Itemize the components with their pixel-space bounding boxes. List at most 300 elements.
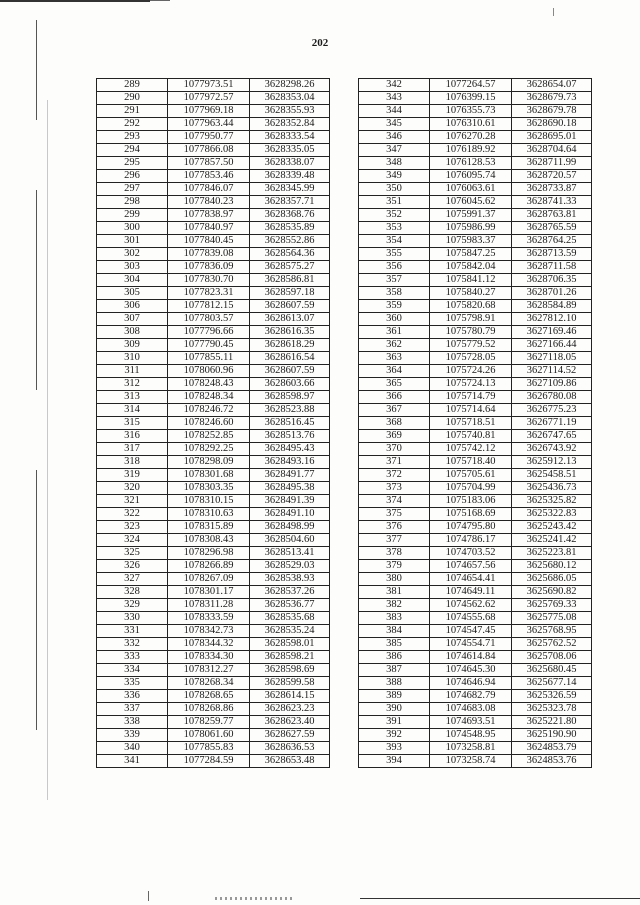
y-coordinate-cell: 3628713.59 (512, 248, 592, 261)
x-coordinate-cell: 1078342.73 (168, 625, 250, 638)
table-row (359, 417, 592, 430)
point-number-cell: 346 (359, 131, 430, 144)
scan-edge-mark (360, 898, 640, 899)
table-row (359, 391, 592, 404)
x-coordinate-cell: 1075780.79 (430, 326, 512, 339)
table-row (359, 430, 592, 443)
table-row (97, 339, 330, 352)
y-coordinate-cell: 3628491.77 (250, 469, 330, 482)
x-coordinate-cell: 1076355.73 (430, 105, 512, 118)
table-row (359, 547, 592, 560)
point-number-cell: 348 (359, 157, 430, 170)
table-row (359, 79, 592, 92)
x-coordinate-cell: 1078301.68 (168, 469, 250, 482)
table-row (97, 404, 330, 417)
y-coordinate-cell: 3628599.58 (250, 677, 330, 690)
point-number-cell: 344 (359, 105, 430, 118)
y-coordinate-cell: 3628598.97 (250, 391, 330, 404)
table-row (359, 742, 592, 755)
x-coordinate-cell: 1078311.28 (168, 599, 250, 612)
table-row (359, 235, 592, 248)
y-coordinate-cell: 3628627.59 (250, 729, 330, 742)
table-row (97, 651, 330, 664)
point-number-cell: 325 (97, 547, 168, 560)
point-number-cell: 308 (97, 326, 168, 339)
x-coordinate-cell: 1077840.97 (168, 222, 250, 235)
point-number-cell: 333 (97, 651, 168, 664)
point-number-cell: 326 (97, 560, 168, 573)
table-row (97, 209, 330, 222)
x-coordinate-cell: 1078301.17 (168, 586, 250, 599)
table-row (97, 703, 330, 716)
table-row (359, 92, 592, 105)
table-row (359, 625, 592, 638)
y-coordinate-cell: 3628335.05 (250, 144, 330, 157)
y-coordinate-cell: 3628618.29 (250, 339, 330, 352)
point-number-cell: 318 (97, 456, 168, 469)
x-coordinate-cell: 1077973.51 (168, 79, 250, 92)
x-coordinate-cell: 1074555.68 (430, 612, 512, 625)
table-row (359, 404, 592, 417)
table-row (97, 599, 330, 612)
x-coordinate-cell: 1078267.09 (168, 573, 250, 586)
y-coordinate-cell: 3625686.05 (512, 573, 592, 586)
y-coordinate-cell: 3628614.15 (250, 690, 330, 703)
coordinate-table-left (96, 78, 330, 768)
point-number-cell: 301 (97, 235, 168, 248)
y-coordinate-cell: 3628603.66 (250, 378, 330, 391)
x-coordinate-cell: 1078310.63 (168, 508, 250, 521)
point-number-cell: 294 (97, 144, 168, 157)
table-row (97, 300, 330, 313)
x-coordinate-cell: 1077857.50 (168, 157, 250, 170)
table-row (97, 248, 330, 261)
x-coordinate-cell: 1075842.04 (430, 261, 512, 274)
table-row (97, 625, 330, 638)
point-number-cell: 320 (97, 482, 168, 495)
y-coordinate-cell: 3628355.93 (250, 105, 330, 118)
point-number-cell: 390 (359, 703, 430, 716)
y-coordinate-cell: 3625326.59 (512, 690, 592, 703)
y-coordinate-cell: 3628495.43 (250, 443, 330, 456)
y-coordinate-cell: 3628498.99 (250, 521, 330, 534)
point-number-cell: 292 (97, 118, 168, 131)
x-coordinate-cell: 1075714.64 (430, 404, 512, 417)
table-row (359, 482, 592, 495)
x-coordinate-cell: 1076270.28 (430, 131, 512, 144)
y-coordinate-cell: 3628613.07 (250, 313, 330, 326)
point-number-cell: 324 (97, 534, 168, 547)
x-coordinate-cell: 1074795.80 (430, 521, 512, 534)
x-coordinate-cell: 1074657.56 (430, 560, 512, 573)
x-coordinate-cell: 1077840.45 (168, 235, 250, 248)
y-coordinate-cell: 3627812.10 (512, 313, 592, 326)
table-row (359, 599, 592, 612)
point-number-cell: 330 (97, 612, 168, 625)
point-number-cell: 351 (359, 196, 430, 209)
y-coordinate-cell: 3628616.35 (250, 326, 330, 339)
point-number-cell: 362 (359, 339, 430, 352)
y-coordinate-cell: 3626775.23 (512, 404, 592, 417)
point-number-cell: 307 (97, 313, 168, 326)
table-row (359, 300, 592, 313)
y-coordinate-cell: 3625458.51 (512, 469, 592, 482)
table-row (359, 560, 592, 573)
table-row (97, 716, 330, 729)
table-row (97, 313, 330, 326)
table-row (97, 456, 330, 469)
y-coordinate-cell: 3628495.38 (250, 482, 330, 495)
x-coordinate-cell: 1074683.08 (430, 703, 512, 716)
table-row (359, 586, 592, 599)
x-coordinate-cell: 1073258.74 (430, 755, 512, 768)
table-row (97, 105, 330, 118)
y-coordinate-cell: 3625690.82 (512, 586, 592, 599)
coordinate-table-right (358, 78, 592, 768)
x-coordinate-cell: 1075991.37 (430, 209, 512, 222)
y-coordinate-cell: 3628339.48 (250, 170, 330, 183)
x-coordinate-cell: 1075724.13 (430, 378, 512, 391)
table-row (359, 521, 592, 534)
point-number-cell: 356 (359, 261, 430, 274)
point-number-cell: 336 (97, 690, 168, 703)
x-coordinate-cell: 1074786.17 (430, 534, 512, 547)
table-row (97, 430, 330, 443)
x-coordinate-cell: 1078308.43 (168, 534, 250, 547)
point-number-cell: 298 (97, 196, 168, 209)
y-coordinate-cell: 3625325.82 (512, 495, 592, 508)
x-coordinate-cell: 1077963.44 (168, 118, 250, 131)
x-coordinate-cell: 1074614.84 (430, 651, 512, 664)
point-number-cell: 332 (97, 638, 168, 651)
point-number-cell: 367 (359, 404, 430, 417)
table-row (97, 586, 330, 599)
y-coordinate-cell: 3627118.05 (512, 352, 592, 365)
table-row (97, 92, 330, 105)
table-row (359, 716, 592, 729)
y-coordinate-cell: 3628607.59 (250, 300, 330, 313)
y-coordinate-cell: 3628538.93 (250, 573, 330, 586)
y-coordinate-cell: 3628586.81 (250, 274, 330, 287)
x-coordinate-cell: 1078298.09 (168, 456, 250, 469)
table-row (359, 313, 592, 326)
y-coordinate-cell: 3628623.23 (250, 703, 330, 716)
x-coordinate-cell: 1075728.05 (430, 352, 512, 365)
table-row (359, 105, 592, 118)
point-number-cell: 392 (359, 729, 430, 742)
x-coordinate-cell: 1077823.31 (168, 287, 250, 300)
table-row (359, 170, 592, 183)
y-coordinate-cell: 3628690.18 (512, 118, 592, 131)
point-number-cell: 310 (97, 352, 168, 365)
y-coordinate-cell: 3628654.07 (512, 79, 592, 92)
y-coordinate-cell: 3628298.26 (250, 79, 330, 92)
table-row (359, 209, 592, 222)
x-coordinate-cell: 1077840.23 (168, 196, 250, 209)
y-coordinate-cell: 3628575.27 (250, 261, 330, 274)
x-coordinate-cell: 1075705.61 (430, 469, 512, 482)
x-coordinate-cell: 1078246.72 (168, 404, 250, 417)
x-coordinate-cell: 1075740.81 (430, 430, 512, 443)
x-coordinate-cell: 1074547.45 (430, 625, 512, 638)
point-number-cell: 317 (97, 443, 168, 456)
table-row (359, 157, 592, 170)
table-row (97, 612, 330, 625)
y-coordinate-cell: 3628720.57 (512, 170, 592, 183)
y-coordinate-cell: 3628491.39 (250, 495, 330, 508)
x-coordinate-cell: 1077950.77 (168, 131, 250, 144)
table-row (359, 469, 592, 482)
point-number-cell: 377 (359, 534, 430, 547)
x-coordinate-cell: 1077866.08 (168, 144, 250, 157)
x-coordinate-cell: 1075704.99 (430, 482, 512, 495)
y-coordinate-cell: 3628513.41 (250, 547, 330, 560)
y-coordinate-cell: 3628733.87 (512, 183, 592, 196)
y-coordinate-cell: 3625768.95 (512, 625, 592, 638)
x-coordinate-cell: 1077972.57 (168, 92, 250, 105)
point-number-cell: 338 (97, 716, 168, 729)
y-coordinate-cell: 3628704.64 (512, 144, 592, 157)
point-number-cell: 340 (97, 742, 168, 755)
y-coordinate-cell: 3625769.33 (512, 599, 592, 612)
y-coordinate-cell: 3628679.73 (512, 92, 592, 105)
scan-tick-mark (553, 8, 554, 16)
x-coordinate-cell: 1075779.52 (430, 339, 512, 352)
table-row (359, 703, 592, 716)
point-number-cell: 386 (359, 651, 430, 664)
table-row (97, 79, 330, 92)
table-row (97, 222, 330, 235)
x-coordinate-cell: 1078252.85 (168, 430, 250, 443)
table-row (97, 690, 330, 703)
table-row (97, 235, 330, 248)
x-coordinate-cell: 1077846.07 (168, 183, 250, 196)
x-coordinate-cell: 1075168.69 (430, 508, 512, 521)
point-number-cell: 343 (359, 92, 430, 105)
y-coordinate-cell: 3628368.76 (250, 209, 330, 222)
x-coordinate-cell: 1078268.86 (168, 703, 250, 716)
point-number-cell: 289 (97, 79, 168, 92)
table-row (359, 378, 592, 391)
table-row (359, 196, 592, 209)
table-row (97, 118, 330, 131)
y-coordinate-cell: 3628353.04 (250, 92, 330, 105)
x-coordinate-cell: 1077853.46 (168, 170, 250, 183)
point-number-cell: 359 (359, 300, 430, 313)
table-row (97, 508, 330, 521)
x-coordinate-cell: 1078268.34 (168, 677, 250, 690)
x-coordinate-cell: 1078268.65 (168, 690, 250, 703)
point-number-cell: 368 (359, 417, 430, 430)
y-coordinate-cell: 3626743.92 (512, 443, 592, 456)
point-number-cell: 313 (97, 391, 168, 404)
y-coordinate-cell: 3628345.99 (250, 183, 330, 196)
x-coordinate-cell: 1078248.43 (168, 378, 250, 391)
x-coordinate-cell: 1078266.89 (168, 560, 250, 573)
y-coordinate-cell: 3628598.69 (250, 664, 330, 677)
x-coordinate-cell: 1074562.62 (430, 599, 512, 612)
x-coordinate-cell: 1078344.32 (168, 638, 250, 651)
point-number-cell: 371 (359, 456, 430, 469)
point-number-cell: 383 (359, 612, 430, 625)
point-number-cell: 353 (359, 222, 430, 235)
point-number-cell: 299 (97, 209, 168, 222)
table-row (97, 287, 330, 300)
x-coordinate-cell: 1075847.25 (430, 248, 512, 261)
x-coordinate-cell: 1077830.70 (168, 274, 250, 287)
table-row (97, 664, 330, 677)
page-number: 202 (311, 37, 329, 49)
table-row (359, 287, 592, 300)
y-coordinate-cell: 3628616.54 (250, 352, 330, 365)
table-row (97, 534, 330, 547)
x-coordinate-cell: 1075714.79 (430, 391, 512, 404)
x-coordinate-cell: 1075840.27 (430, 287, 512, 300)
table-row (97, 391, 330, 404)
point-number-cell: 373 (359, 482, 430, 495)
y-coordinate-cell: 3628523.88 (250, 404, 330, 417)
point-number-cell: 364 (359, 365, 430, 378)
x-coordinate-cell: 1078246.60 (168, 417, 250, 430)
table-row (97, 469, 330, 482)
y-coordinate-cell: 3628701.26 (512, 287, 592, 300)
x-coordinate-cell: 1074548.95 (430, 729, 512, 742)
point-number-cell: 306 (97, 300, 168, 313)
x-coordinate-cell: 1077790.45 (168, 339, 250, 352)
y-coordinate-cell: 3624853.76 (512, 755, 592, 768)
table-row (359, 365, 592, 378)
scan-edge-mark (150, 0, 170, 1)
point-number-cell: 380 (359, 573, 430, 586)
x-coordinate-cell: 1078259.77 (168, 716, 250, 729)
x-coordinate-cell: 1078333.59 (168, 612, 250, 625)
table-row (359, 755, 592, 768)
point-number-cell: 363 (359, 352, 430, 365)
point-number-cell: 369 (359, 430, 430, 443)
x-coordinate-cell: 1077855.83 (168, 742, 250, 755)
point-number-cell: 339 (97, 729, 168, 742)
x-coordinate-cell: 1075718.40 (430, 456, 512, 469)
table-row (97, 352, 330, 365)
point-number-cell: 384 (359, 625, 430, 638)
point-number-cell: 366 (359, 391, 430, 404)
table-row (359, 183, 592, 196)
point-number-cell: 370 (359, 443, 430, 456)
x-coordinate-cell: 1078315.89 (168, 521, 250, 534)
y-coordinate-cell: 3628623.40 (250, 716, 330, 729)
point-number-cell: 381 (359, 586, 430, 599)
y-coordinate-cell: 3628564.36 (250, 248, 330, 261)
table-row (97, 378, 330, 391)
y-coordinate-cell: 3627114.52 (512, 365, 592, 378)
y-coordinate-cell: 3628552.86 (250, 235, 330, 248)
scan-edge-mark (0, 0, 150, 2)
x-coordinate-cell: 1077812.15 (168, 300, 250, 313)
table-row (359, 144, 592, 157)
y-coordinate-cell: 3625190.90 (512, 729, 592, 742)
point-number-cell: 309 (97, 339, 168, 352)
x-coordinate-cell: 1076128.53 (430, 157, 512, 170)
x-coordinate-cell: 1075183.06 (430, 495, 512, 508)
y-coordinate-cell: 3628741.33 (512, 196, 592, 209)
point-number-cell: 334 (97, 664, 168, 677)
point-number-cell: 337 (97, 703, 168, 716)
point-number-cell: 358 (359, 287, 430, 300)
table-row (97, 560, 330, 573)
table-row (97, 547, 330, 560)
x-coordinate-cell: 1076189.92 (430, 144, 512, 157)
x-coordinate-cell: 1075841.12 (430, 274, 512, 287)
point-number-cell: 391 (359, 716, 430, 729)
table-row (97, 157, 330, 170)
table-row (359, 222, 592, 235)
point-number-cell: 376 (359, 521, 430, 534)
x-coordinate-cell: 1077284.59 (168, 755, 250, 768)
point-number-cell: 372 (359, 469, 430, 482)
point-number-cell: 394 (359, 755, 430, 768)
x-coordinate-cell: 1078334.30 (168, 651, 250, 664)
y-coordinate-cell: 3626747.65 (512, 430, 592, 443)
table-row (97, 183, 330, 196)
y-coordinate-cell: 3628598.21 (250, 651, 330, 664)
point-number-cell: 303 (97, 261, 168, 274)
x-coordinate-cell: 1074649.11 (430, 586, 512, 599)
table-row (359, 534, 592, 547)
table-row (97, 274, 330, 287)
x-coordinate-cell: 1078292.25 (168, 443, 250, 456)
point-number-cell: 329 (97, 599, 168, 612)
y-coordinate-cell: 3628333.54 (250, 131, 330, 144)
y-coordinate-cell: 3625775.08 (512, 612, 592, 625)
table-row (97, 261, 330, 274)
x-coordinate-cell: 1073258.81 (430, 742, 512, 755)
y-coordinate-cell: 3625243.42 (512, 521, 592, 534)
y-coordinate-cell: 3628352.84 (250, 118, 330, 131)
x-coordinate-cell: 1078310.15 (168, 495, 250, 508)
point-number-cell: 389 (359, 690, 430, 703)
x-coordinate-cell: 1075986.99 (430, 222, 512, 235)
y-coordinate-cell: 3628607.59 (250, 365, 330, 378)
table-row (97, 196, 330, 209)
x-coordinate-cell: 1077839.08 (168, 248, 250, 261)
x-coordinate-cell: 1076095.74 (430, 170, 512, 183)
point-number-cell: 360 (359, 313, 430, 326)
y-coordinate-cell: 3625322.83 (512, 508, 592, 521)
point-number-cell: 379 (359, 560, 430, 573)
y-coordinate-cell: 3628765.59 (512, 222, 592, 235)
x-coordinate-cell: 1076399.15 (430, 92, 512, 105)
y-coordinate-cell: 3625762.52 (512, 638, 592, 651)
x-coordinate-cell: 1078296.98 (168, 547, 250, 560)
x-coordinate-cell: 1077836.09 (168, 261, 250, 274)
point-number-cell: 385 (359, 638, 430, 651)
y-coordinate-cell: 3628516.45 (250, 417, 330, 430)
point-number-cell: 375 (359, 508, 430, 521)
point-number-cell: 361 (359, 326, 430, 339)
x-coordinate-cell: 1077969.18 (168, 105, 250, 118)
x-coordinate-cell: 1074654.41 (430, 573, 512, 586)
y-coordinate-cell: 3628598.01 (250, 638, 330, 651)
x-coordinate-cell: 1074646.94 (430, 677, 512, 690)
y-coordinate-cell: 3625241.42 (512, 534, 592, 547)
x-coordinate-cell: 1078303.35 (168, 482, 250, 495)
point-number-cell: 388 (359, 677, 430, 690)
y-coordinate-cell: 3628764.25 (512, 235, 592, 248)
y-coordinate-cell: 3628338.07 (250, 157, 330, 170)
y-coordinate-cell: 3628763.81 (512, 209, 592, 222)
point-number-cell: 316 (97, 430, 168, 443)
point-number-cell: 295 (97, 157, 168, 170)
